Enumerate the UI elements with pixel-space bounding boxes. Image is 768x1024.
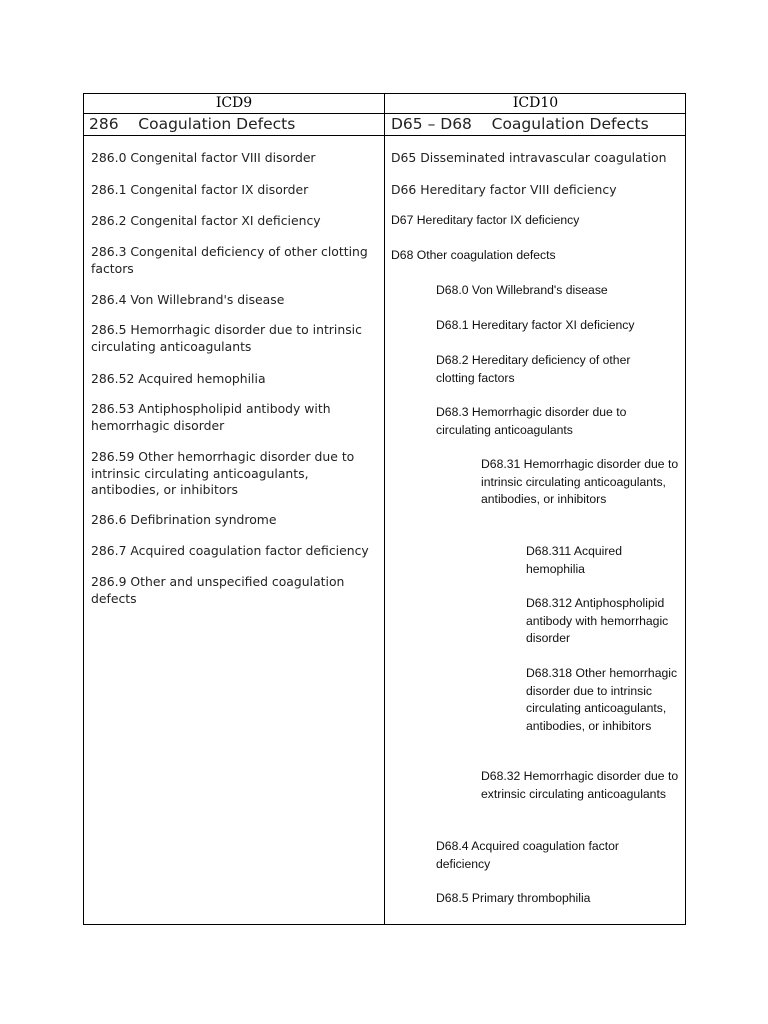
icd10-item: D68.312 Antiphospholipid antibody with hemorrhagic disorder xyxy=(526,596,669,645)
icd10-item: D68.0 Von Willebrand's disease xyxy=(436,283,608,297)
icd9-header: ICD9 xyxy=(215,95,253,111)
icd10-header: ICD10 xyxy=(512,95,559,111)
icd10-item: D68.32 Hemorrhagic disorder due to extrinsic circulating anticoagulants xyxy=(481,769,679,801)
icd9-item: 286.53 Antiphospholipid antibody with hemorrhagic disorder xyxy=(91,401,331,433)
icd9-subheader: 286 Coagulation Defects xyxy=(89,115,296,133)
icd10-item: D68.3 Hemorrhagic disorder due to circulating anticoagulants xyxy=(436,405,627,437)
icd10-item: D66 Hereditary factor VIII deficiency xyxy=(391,182,617,197)
icd10-item: D68.31 Hemorrhagic disorder due to intrinsic circulating anticoagulants, antibodies, or inhibitors xyxy=(481,457,679,506)
icd9-item: 286.7 Acquired coagulation factor deficiency xyxy=(91,543,369,558)
icd10-item: D68.4 Acquired coagulation factor deficiency xyxy=(436,839,619,871)
icd10-item: D68.1 Hereditary factor XI deficiency xyxy=(436,318,635,332)
icd10-item: D68.318 Other hemorrhagic disorder due to intrinsic circulating anticoagulants, antibodies, or inhibitors xyxy=(526,666,678,733)
icd9-item: 286.1 Congenital factor IX disorder xyxy=(91,182,309,197)
icd9-item: 286.9 Other and unspecified coagulation defects xyxy=(91,574,345,606)
icd10-item: D68.2 Hereditary deficiency of other clotting factors xyxy=(436,353,631,385)
icd9-item: 286.6 Defibrination syndrome xyxy=(91,512,277,527)
icd9-item: 286.4 Von Willebrand's disease xyxy=(91,292,285,307)
icd9-item: 286.59 Other hemorrhagic disorder due to intrinsic circulating anticoagulants, antibodies, or inhibitors xyxy=(91,449,355,497)
icd10-item: D68.311 Acquired hemophilia xyxy=(526,544,622,576)
subheader-divider xyxy=(84,135,685,136)
icd-comparison-table xyxy=(83,93,686,925)
icd9-item: 286.2 Congenital factor XI deficiency xyxy=(91,213,321,228)
icd9-item: 286.0 Congenital factor VIII disorder xyxy=(91,150,316,165)
column-divider xyxy=(384,94,385,924)
icd9-item: 286.52 Acquired hemophilia xyxy=(91,371,266,386)
icd10-item: D68.5 Primary thrombophilia xyxy=(436,891,591,905)
icd9-item: 286.5 Hemorrhagic disorder due to intrinsic circulating anticoagulants xyxy=(91,322,362,354)
icd10-item: D65 Disseminated intravascular coagulation xyxy=(391,150,667,165)
icd10-item: D67 Hereditary factor IX deficiency xyxy=(391,213,580,227)
icd9-item: 286.3 Congenital deficiency of other clotting factors xyxy=(91,244,368,276)
icd10-subheader: D65 – D68 Coagulation Defects xyxy=(391,115,649,133)
icd10-item: D68 Other coagulation defects xyxy=(391,248,556,262)
